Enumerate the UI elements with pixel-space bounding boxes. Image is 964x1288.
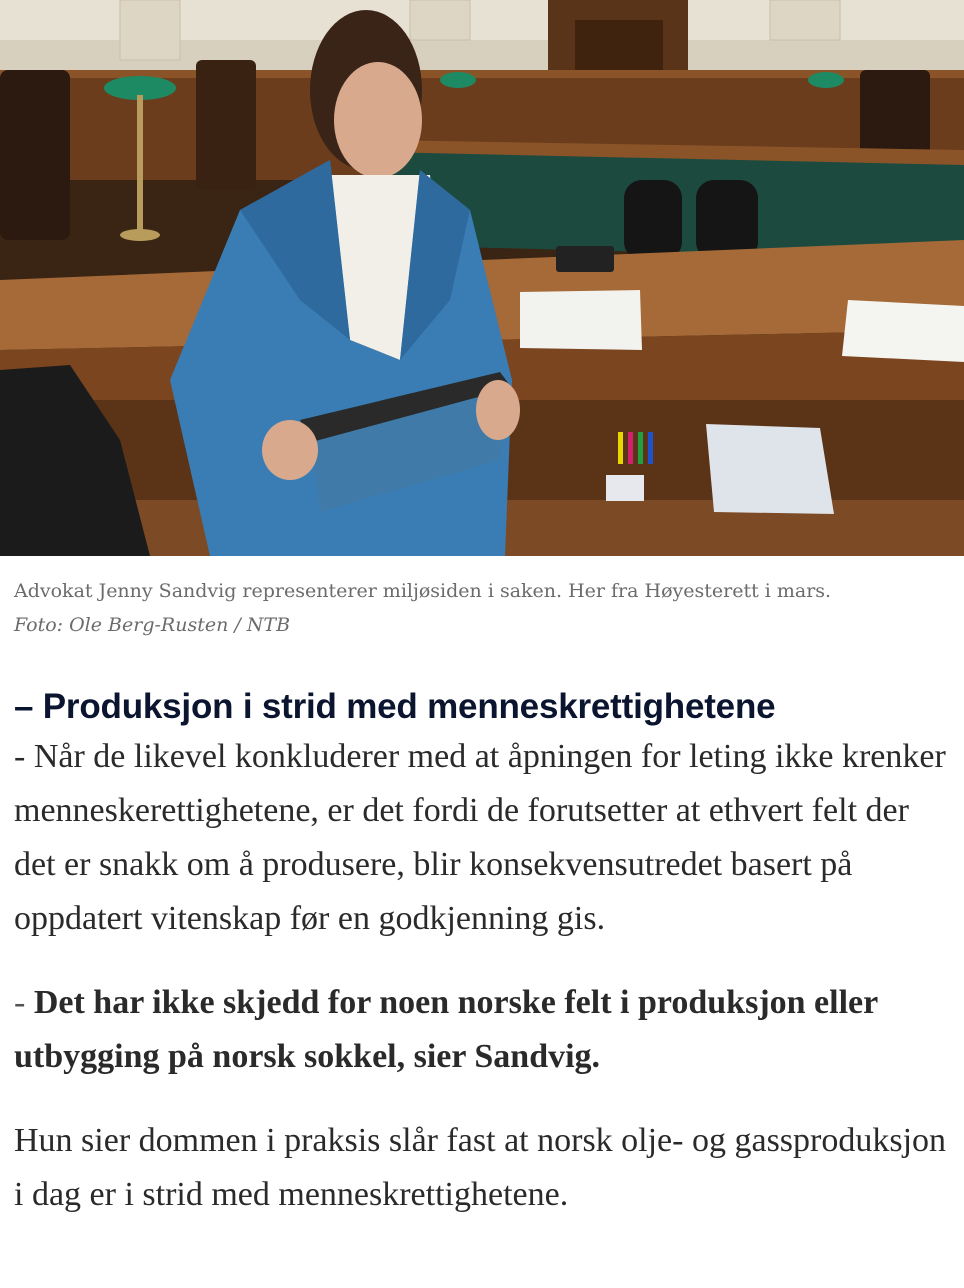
paragraph-2-lead: -	[14, 984, 34, 1021]
paragraph-2-quote: Det har ikke skjedd for noen norske felt i produksjon eller utbygging på norsk sokkel, sier Sandvig.	[14, 984, 878, 1075]
photo-caption	[14, 574, 954, 642]
section-subheading: – Produksjon i strid med menneskrettighetene	[14, 687, 776, 726]
caption-text: Advokat Jenny Sandvig representerer miljøsiden i saken. Her fra Høyesterett i mars.	[14, 580, 832, 602]
photo-credit: Foto: Ole Berg-Rusten / NTB	[14, 614, 291, 636]
paragraph-3: Hun sier dommen i praksis slår fast at norsk olje- og gassproduksjon i dag er i strid med menneskrettighetene.	[14, 1122, 947, 1213]
courtroom-photo	[0, 0, 964, 556]
paragraph-2	[14, 976, 954, 1084]
paragraph-1: - Når de likevel konkluderer med at åpningen for leting ikke krenker menneskerettighetene, er det fordi de forutsetter at ethvert felt der det er snakk om å produsere, blir konsekvensutredet basert på oppdatert vitenskap før en godkjenning gis.	[14, 738, 946, 937]
article-body	[14, 684, 954, 1222]
